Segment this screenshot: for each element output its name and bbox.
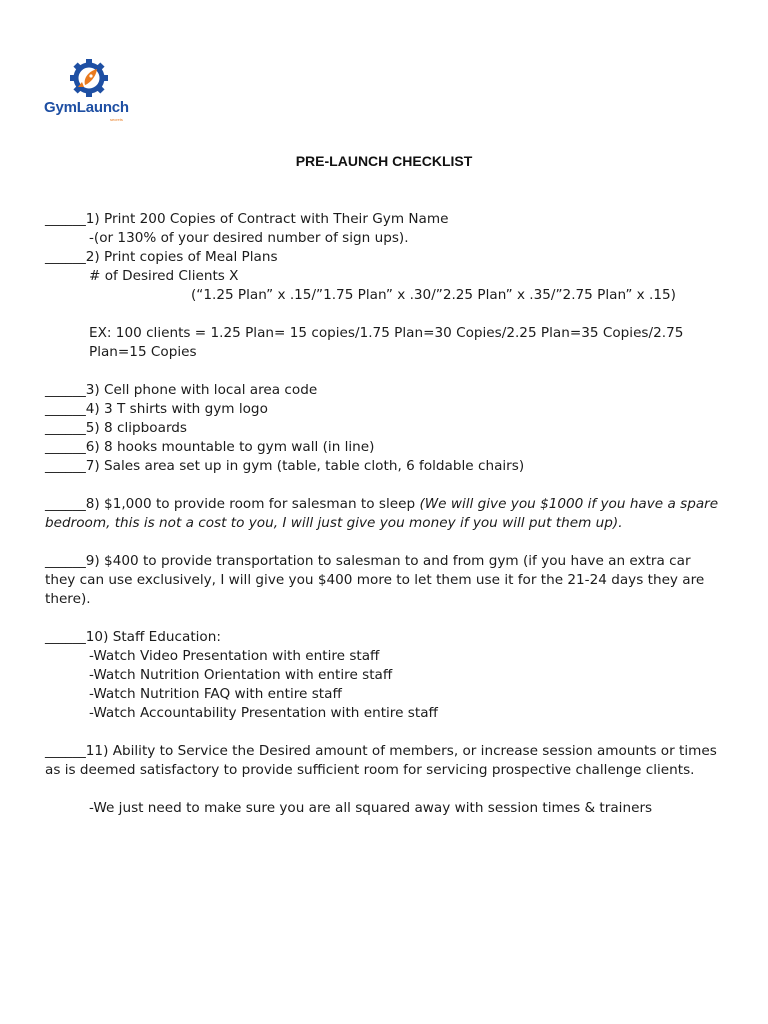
checklist-item-9: ______9) $400 to provide transportation to salesman to and from gym (if you have an extra car they can use exclusively, I will give you $400 more to let them use it for the 21-24 days they are there). — [45, 553, 705, 607]
checklist-item-4: ______4) 3 T shirts with gym logo — [45, 401, 268, 417]
checklist-item-1: ______1) Print 200 Copies of Contract with Their Gym Name — [45, 211, 449, 227]
checklist-item-11: ______11) Ability to Service the Desired amount of members, or increase session amounts or times as is deemed satisfactory to provide sufficient room for servicing prospective challenge clients. — [45, 743, 717, 778]
checklist-item-3: ______3) Cell phone with local area code — [45, 382, 318, 398]
checklist-item-2-clients: # of Desired Clients X — [89, 268, 239, 284]
checklist-item-8-text: ______8) $1,000 to provide room for salesman to sleep — [45, 496, 420, 512]
checklist-item-1-note: -(or 130% of your desired number of sign ups). — [89, 230, 409, 246]
logo-wordmark: GymLaunch — [44, 99, 129, 116]
checklist-item-10-sub: -Watch Accountability Presentation with entire staff — [89, 705, 438, 721]
checklist-item-10: ______10) Staff Education: — [45, 629, 221, 645]
checklist-item-8 — [45, 495, 725, 533]
gymlaunch-logo — [44, 58, 136, 124]
checklist-item-8-note: (We will give you $1000 if you have a spare bedroom, this is not a cost to you, I will just give you money if you will put them up). — [45, 496, 719, 531]
rocket-gear-icon — [68, 58, 110, 98]
page-title: PRE-LAUNCH CHECKLIST — [295, 153, 473, 169]
checklist-item-2-example: EX: 100 clients = 1.25 Plan= 15 copies/1.75 Plan=30 Copies/2.25 Plan=35 Copies/2.75 Plan=15 Copies — [89, 325, 684, 360]
logo-tagline: secrets — [110, 117, 123, 122]
checklist-item-5: ______5) 8 clipboards — [45, 420, 188, 436]
checklist-item-6: ______6) 8 hooks mountable to gym wall (in line) — [45, 439, 375, 455]
checklist-item-10-sub: -Watch Nutrition Orientation with entire staff — [89, 667, 393, 683]
checklist-item-11-note: -We just need to make sure you are all squared away with session times & trainers — [89, 800, 653, 816]
checklist-item-10-sub: -Watch Video Presentation with entire staff — [89, 648, 380, 664]
checklist-item-2: ______2) Print copies of Meal Plans — [45, 249, 278, 265]
checklist-item-2-formula: (“1.25 Plan” x .15/”1.75 Plan” x .30/”2.25 Plan” x .35/”2.75 Plan” x .15) — [191, 287, 676, 303]
checklist-item-10-sub: -Watch Nutrition FAQ with entire staff — [89, 686, 342, 702]
checklist-item-7: ______7) Sales area set up in gym (table, table cloth, 6 foldable chairs) — [45, 458, 525, 474]
